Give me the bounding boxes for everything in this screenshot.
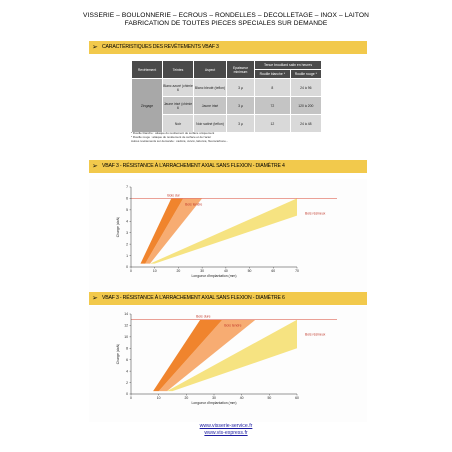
- x-axis-label: Longueur d'implantation (mm): [191, 274, 237, 278]
- x-tick-label: 40: [223, 269, 228, 273]
- section-banner-diameter-6: [89, 292, 367, 305]
- y-tick-label: 6: [126, 196, 128, 201]
- series-label: Bois dure: [196, 314, 211, 319]
- y-tick-label: 12: [124, 323, 128, 328]
- note-line: * Rouille rouge : attaque du revêtement de surface et de l'acier: [131, 135, 212, 139]
- double-arrow-icon: ➢: [92, 44, 98, 51]
- table-header: Teintes: [163, 61, 194, 79]
- x-tick-label: 60: [271, 269, 276, 273]
- x-tick-label: 10: [152, 269, 157, 273]
- table-row: [132, 79, 322, 97]
- y-tick-label: 5: [126, 208, 128, 213]
- x-tick-label: 20: [176, 269, 181, 273]
- y-tick-label: 14: [124, 312, 128, 317]
- series-label: Bois résineux: [305, 211, 326, 216]
- series-label: Bois tendre: [224, 323, 242, 328]
- x-tick-label: 10: [156, 396, 161, 400]
- y-tick-label: 10: [124, 335, 128, 340]
- section-banner-diameter-4: [89, 160, 367, 173]
- y-tick-label: 6: [126, 357, 128, 362]
- table-header: Aspect: [194, 61, 227, 79]
- table-cell: 24 à 96: [290, 79, 321, 97]
- table-cell: Noir satiné (teflon): [194, 115, 227, 133]
- y-tick-label: 0: [126, 392, 128, 397]
- x-tick-label: 30: [200, 269, 205, 273]
- table-cell: Blanc bleuté (teflon): [194, 79, 227, 97]
- table-header: Revêtement: [132, 61, 163, 79]
- x-axis-label: Longueur d'implantation (mm): [191, 401, 237, 405]
- table-cell: 3 µ: [227, 79, 255, 97]
- x-tick-label: 70: [295, 269, 299, 273]
- section-title: CARACTÉRISTIQUES DES REVÊTEMENTS VBAF 3: [102, 44, 219, 50]
- x-tick-label: 40: [239, 396, 244, 400]
- y-tick-label: 7: [126, 185, 128, 190]
- website-link-vis-express[interactable]: www.vis-express.fr: [204, 430, 248, 436]
- x-tick-label: 0: [130, 396, 132, 400]
- chart-canvas: [89, 179, 367, 295]
- double-arrow-icon: ➢: [92, 163, 98, 170]
- y-tick-label: 4: [126, 219, 128, 224]
- table-cell: 24 à 48: [290, 115, 321, 133]
- table-cell: 120 à 200: [290, 97, 321, 115]
- y-tick-label: 4: [126, 369, 128, 374]
- table-category: Zingage: [132, 79, 163, 133]
- y-tick-label: 8: [126, 346, 128, 351]
- section-title: VBAF 3 - RÉSISTANCE À L'ARRACHEMENT AXIAL SANS FLEXION - DIAMÈTRE 4: [102, 163, 285, 169]
- table-subheader: Rouille rouge *: [290, 70, 321, 79]
- x-tick-label: 60: [295, 396, 299, 400]
- table-cell: Noir: [163, 115, 194, 133]
- series-label: Bois tendre: [185, 202, 203, 207]
- coatings-table: [131, 60, 322, 133]
- y-tick-label: 3: [126, 230, 128, 235]
- table-header: Tenue brouillard salin en heures: [255, 61, 322, 70]
- table-cell: Jaune irisé: [194, 97, 227, 115]
- chart-canvas: [89, 306, 367, 422]
- note-line: * Rouille blanche : attaque du revêtement de surface uniquement: [131, 131, 215, 135]
- table-subheader: Rouille blanche *: [255, 70, 291, 79]
- section-title: VBAF 3 - RÉSISTANCE À L'ARRACHEMENT AXIAL SANS FLEXION - DIAMÈTRE 6: [102, 295, 285, 301]
- series-label: Bois dur: [167, 193, 180, 198]
- table-cell: Jaune irisé (chimie 6: [163, 97, 194, 115]
- website-link-visserie-service[interactable]: www.visserie-service.fr: [199, 423, 253, 429]
- y-axis-label: Charge (daN): [116, 343, 120, 365]
- x-tick-label: 30: [212, 396, 216, 400]
- note-line: Autres revêtements sur demande : cadmié, cuivré, laitonné, fluorocarbone...: [131, 139, 229, 143]
- y-tick-label: 0: [126, 265, 128, 270]
- y-tick-label: 2: [126, 380, 128, 385]
- x-tick-label: 20: [184, 396, 189, 400]
- pullout-chart-diameter-4: [89, 179, 367, 295]
- y-tick-label: 2: [126, 242, 128, 247]
- section-banner-coatings: [89, 41, 367, 54]
- table-cell: 72: [255, 97, 291, 115]
- header-title: VISSERIE – BOULONNERIE – ECROUS – RONDELLES – DECOLLETAGE – INOX – LAITON: [83, 12, 369, 19]
- table-notes: [131, 131, 331, 143]
- table-cell: 12: [255, 115, 291, 133]
- y-tick-label: 1: [126, 253, 128, 258]
- header-subtitle: FABRICATION DE TOUTES PIECES SPECIALES SUR DEMANDE: [124, 20, 328, 27]
- x-tick-label: 50: [247, 269, 252, 273]
- table-cell: 3 µ: [227, 115, 255, 133]
- table-cell: 8: [255, 79, 291, 97]
- series-label: Bois résineux: [305, 332, 326, 337]
- x-tick-label: 0: [130, 269, 132, 273]
- pullout-chart-diameter-6: [89, 306, 367, 422]
- table-cell: Blanc azuré (chimie 6: [163, 79, 194, 97]
- y-axis-label: Charge (daN): [116, 216, 120, 238]
- table-cell: 3 µ: [227, 97, 255, 115]
- x-tick-label: 50: [267, 396, 272, 400]
- double-arrow-icon: ➢: [92, 295, 98, 302]
- table-header: Epaisseur minimum: [227, 61, 255, 79]
